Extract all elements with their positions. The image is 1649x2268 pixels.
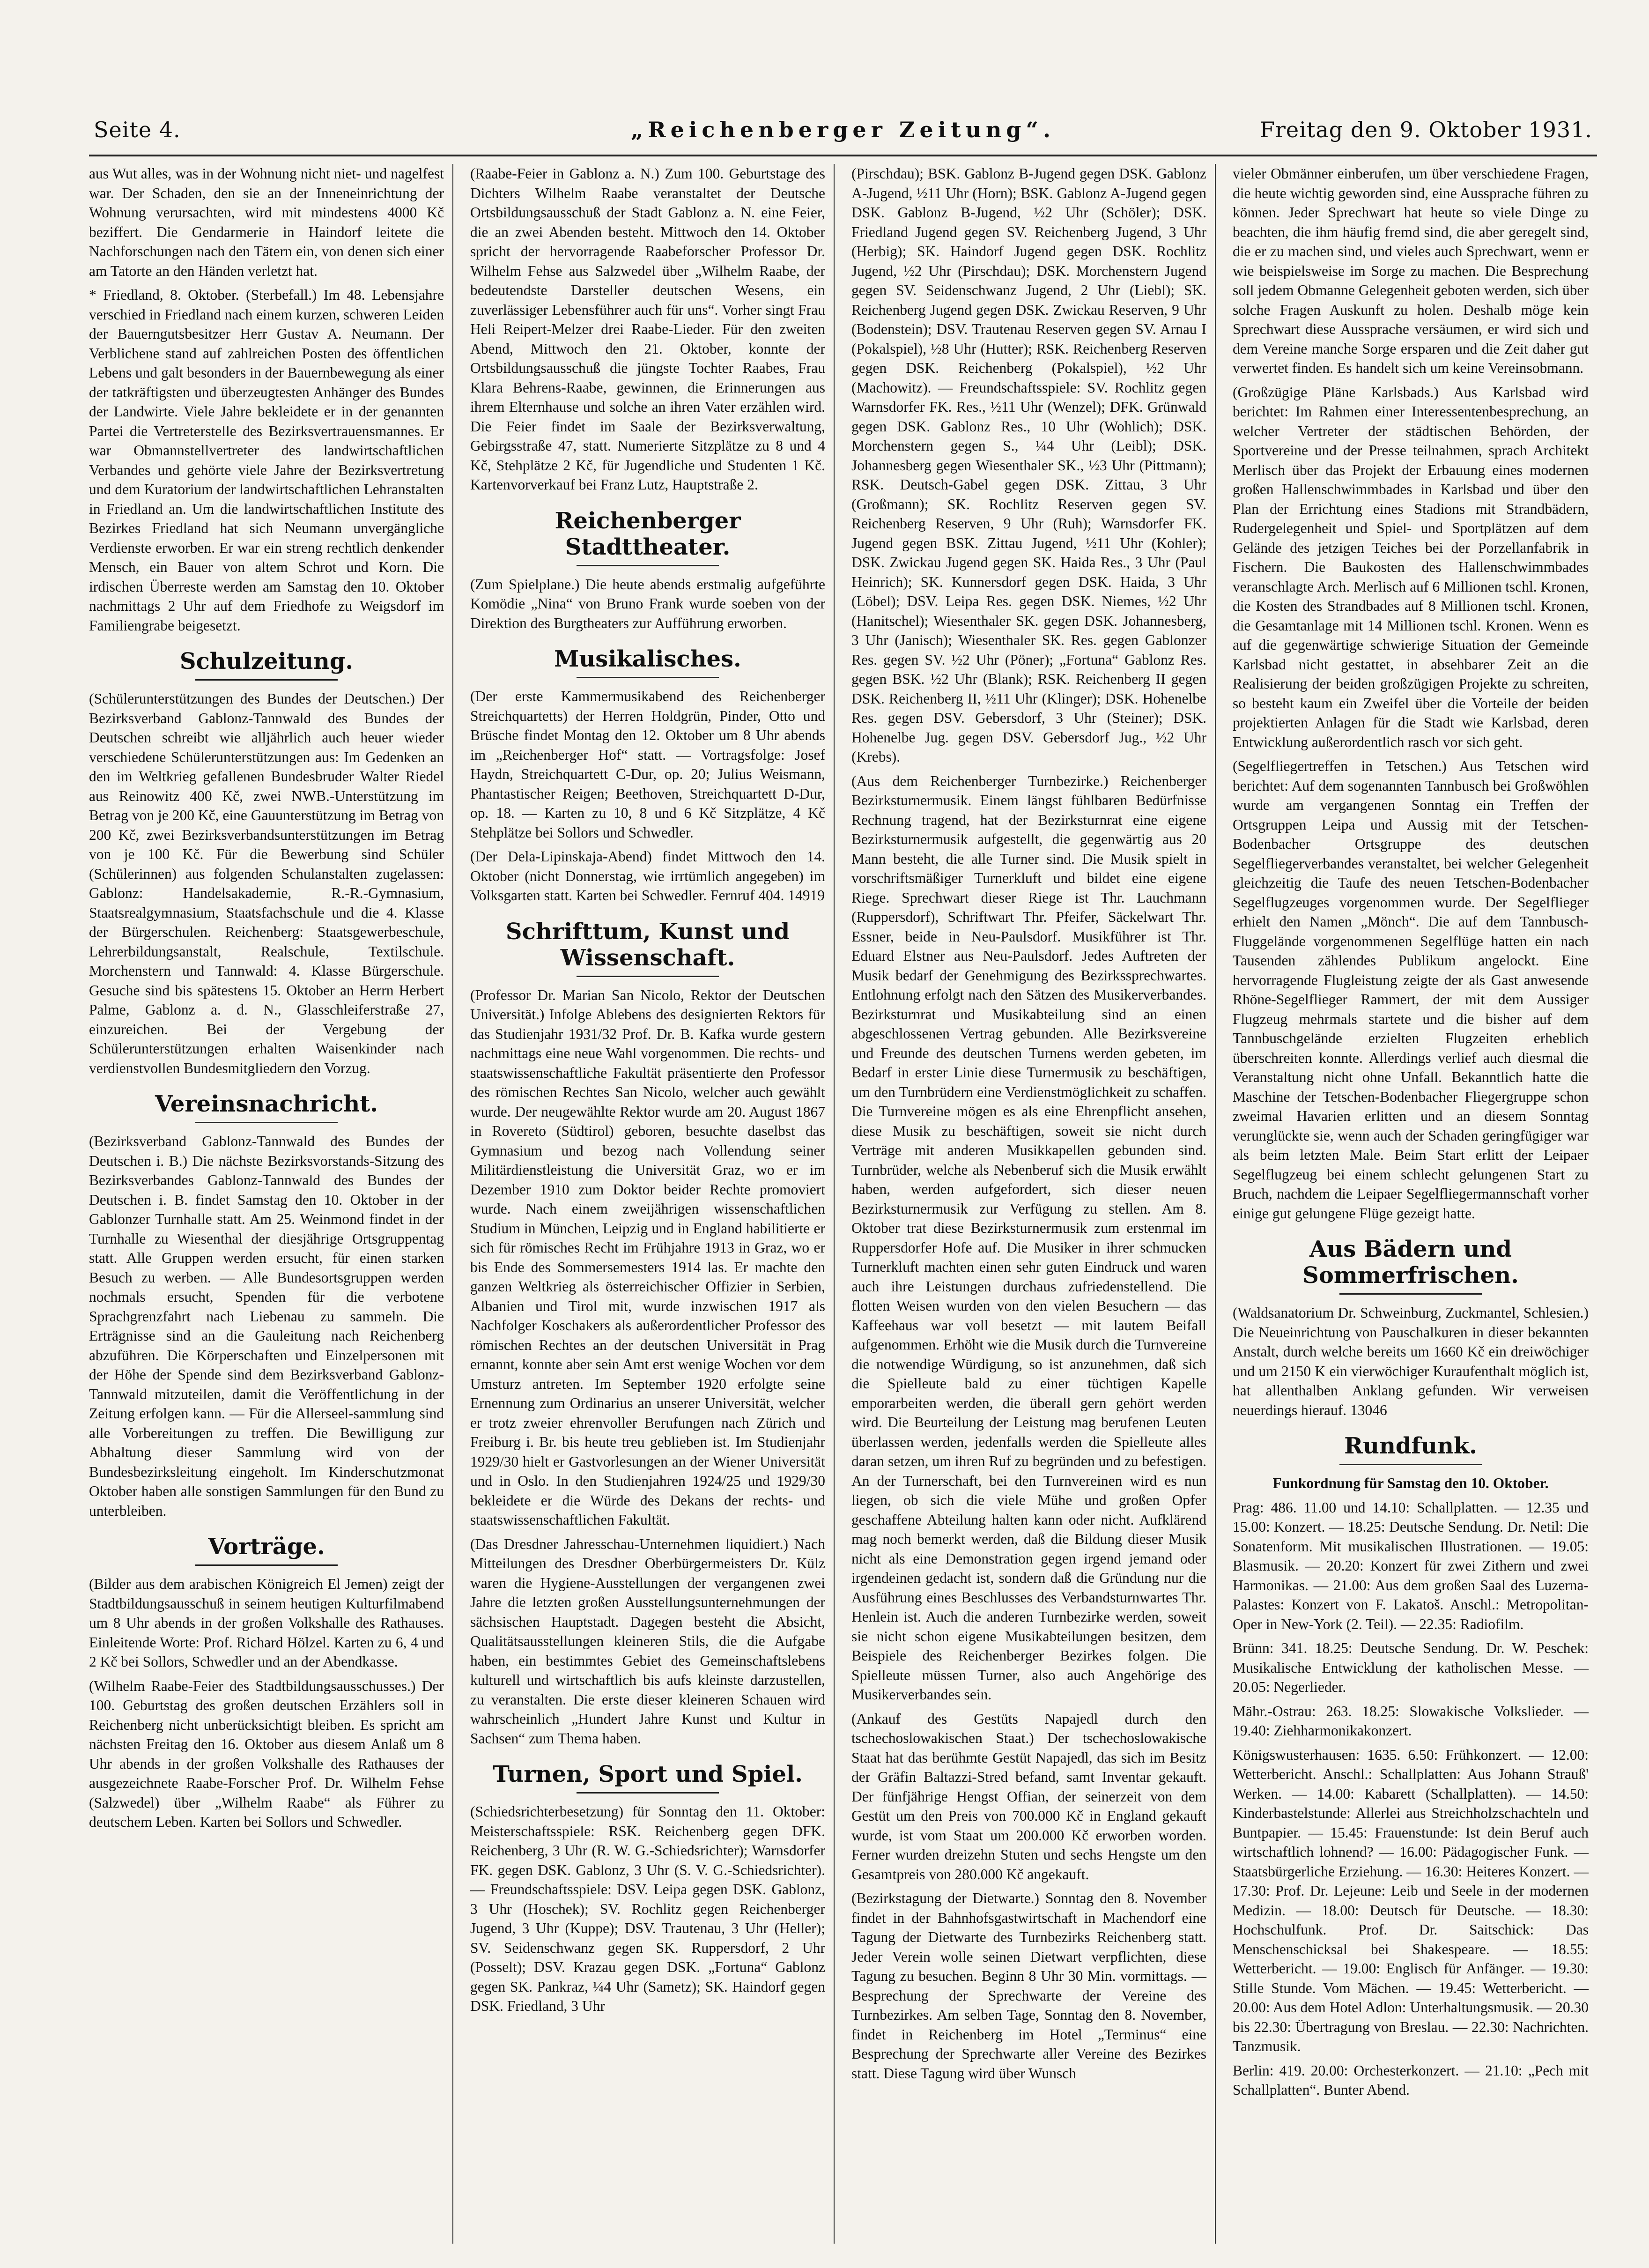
article-text: (Raabe-Feier in Gablonz a. N.) Zum 100. Geburtstage des Dichters Wilhelm Raabe veranstaltet der Deutsche Ortsbildungsausschuß der Stadt Gablonz a. N. eine Feier, die an zwei Abenden besteht. Mittwoch den 14. Oktober spricht der hervorragende Raabeforscher Professor Dr. Wilhelm Fehse aus Salzwedel über „Wilhelm Raabe, der bedeutendste Darsteller deutschen Wesens, ein zuverlässiger Lebensführer auch für uns“. Vorher singt Frau Heli Reipert-Melzer drei Raabe-Lieder. Für den zweiten Abend, Mittwoch den 21. Oktober, konnte der Ortsbildungsausschuß die jüngste Tochter Raabes, Frau Klara Behrens-Raabe, gewinnen, die Erinnerungen aus ihrem Elternhause und solche an ihren Vater erzählen wird. Die Feier findet im Saale der Bezirksverwaltung, Gebirgsstraße 47, statt. Numerierte Sitzplätze zu 8 und 4 Kč, Stehplätze 2 Kč, für Jugendliche und Studenten 1 Kč. Kartenvorverkauf bei Franz Lutz, Hauptstraße 2. (470, 165, 825, 493)
article-text: (Waldsanatorium Dr. Schweinburg, Zuckmantel, Schlesien.) Die Neueinrichtung von Pauschalkuren in dieser bekannten Anstalt, durch welche bereits um 1660 Kč ein dreiwöchiger und um 2150 K ein vierwöchiger Kuraufenthalt möglich ist, hat allenthalben Anklang gefunden. Wir verweisen neuerdings hierauf. 13046 (1233, 1304, 1589, 1418)
article-text: * Friedland, 8. Oktober. (Sterbefall.) Im 48. Lebensjahre verschied in Friedland nach einem kurzen, schweren Leiden der Bauerngutsbesitzer Herr Gustav A. Neumann. Der Verblichene stand auf zahlreichen Posten des öffentlichen Lebens und galt besonders in der Bauernbewegung als einer der tatkräftigsten und überzeugtesten Anhänger des Bundes der Landwirte. Viele Jahre bekleidete er in der genannten Partei die Vertreterstelle des Bezirksvertrauensmannes. Er war Obmannstellvertreter des landwirtschaftlichen Verbandes und gehörte viele Jahre der Bezirksvertretung und dem Kuratorium der landwirtschaftlichen Lehranstalten in Friedland an. Um die landwirtschaftlichen Institute des Bezirkes Friedland hat sich Neumann unvergängliche Verdienste erworben. Er war ein streng rechtlich denkender Mensch, ein Bauer von altem Schrot und Korn. Die irdischen Überreste werden am Samstag den 10. Oktober nachmittags 2 Uhr auf dem Friedhofe zu Weigsdorf im Familiengrabe beigesetzt. (89, 287, 444, 634)
article-text: (Schiedsrichterbesetzung) für Sonntag den 11. Oktober: Meisterschaftsspiele: RSK. Reichenberg gegen DFK. Reichenberg, 3 Uhr (R. W. G.-Schiedsrichter); Warnsdorfer FK. gegen DSK. Gablonz, 3 Uhr (S. V. G.-Schiedsrichter). — Freundschaftsspiele: DSV. Leipa gegen DSK. Gablonz, 3 Uhr (Hoschek); SV. Rochlitz gegen Reichenberger Jugend, 3 Uhr (Kuppe); DSV. Trautenau, 3 Uhr (Heller); SV. Seidenschwanz gegen SK. Ruppersdorf, 2 Uhr (Posselt); DSV. Krazau gegen DSK. „Fortuna“ Gablonz gegen SK. Pankraz, ¼4 Uhr (Sametz); SK. Haindorf gegen DSK. Friedland, 3 Uhr (470, 1803, 825, 2014)
article-text: (Der Dela-Lipinskaja-Abend) findet Mittwoch den 14. Oktober (nicht Donnerstag, wie irrtümlich angegeben) im Volksgarten statt. Karten bei Schwedler. Fernruf 404. 14919 (470, 848, 825, 904)
article-text: (Aus dem Reichenberger Turnbezirke.) Reichenberger Bezirksturnermusik. Einem längst fühlbaren Bedürfnisse Rechnung tragend, hat der Bezirksturnrat eine eigene Bezirksturnermusik aufgestellt, die gegenwärtig aus 20 Mann besteht, die alle Turner sind. Die Musik spielt in vorschriftsmäßiger Turnerkluft und bildet eine eigene Riege. Sprechwart dieser Riege ist Thr. Lauchmann (Ruppersdorf), Schriftwart Thr. Pfeifer, Säckelwart Thr. Essner, beide in Neu-Paulsdorf. Musikführer ist Thr. Eduard Elstner aus Neu-Paulsdorf. Jedes Auftreten der Musik bedarf der Genehmigung des Bezirkssprechwartes. Entlohnung erfolgt nach den Sätzen des Musikerverbandes. Bezirksturnrat und Musikabteilung sind an einen abgeschlossenen Vertrag gebunden. Alle Bezirksvereine und Freunde des deutschen Turnens werden gebeten, im Bedarf in erster Linie diese Turnermusik zu beschäftigen, um den Turnbrüdern eine Verdienstmöglichkeit zu schaffen. Die Turnvereine mögen es als eine Ehrenpflicht ansehen, diese Musik zu beschäftigen, soweit sie nicht durch Verträge mit anderen Musikkapellen gebunden sind. Turnbrüder, welche als Nebenberuf sich die Musik erwählt haben, werden aufgefordert, sich dieser neuen Bezirksturnermusik zur Verfügung zu stellen. Am 8. Oktober trat diese Bezirksturnermusik zum erstenmal im Ruppersdorfer Hofe auf. Die Musiker in ihrer schmucken Turnerkluft machten einen sehr guten Eindruck und waren auch ihre Leistungen durchaus zufriedenstellend. Die flotten Weisen wurden von den vielen Besuchern — das Kaffeehaus war voll besetzt — mit lautem Beifall aufgenommen. Erhöht wie die Musik durch die Turnvereine die notwendige Würdigung, so ist anzunehmen, daß sich die Spielleute bald zu einer tüchtigen Kapelle emporarbeiten werden, die überall gern gehört werden wird. Die Beurteilung der Leistung mag berufenen Leuten überlassen werden, jedenfalls werden die Spielleute alles daran setzen, um ihren Ruf zu begründen und zu befestigen. An der Turnerschaft, bei den Turnvereinen wird es nun liegen, ob sich die viele Mühe und großen Opfer geschaffene Abteilung halten kann oder nicht. Aufklärend mag noch bemerkt werden, daß die Bildung dieser Musik nicht als eine Demonstration gegen irgend jemand oder irgendeinen gedacht ist, sondern daß die Gründung nur die Ausführung eines Beschlusses des Verbandsturnwartes Thr. Henlein ist. Auch die anderen Turnbezirke werden, soweit sie nicht schon eigene Musikabteilungen besitzen, dem Beispiele des Reichenberger Bezirkes folgen. Die Spielleute müssen Turner, also auch Angehörige des Musikerverbandes sein. (851, 772, 1206, 1703)
section-heading: Vorträge. (89, 1534, 444, 1566)
section-heading: Reichenberger Stadttheater. (470, 508, 825, 566)
section-heading: Schulzeitung. (89, 648, 444, 681)
section-heading: Rundfunk. (1233, 1433, 1589, 1465)
radio-station-prag: Prag: 486. 11.00 und 14.10: Schallplatten. — 12.35 und 15.00: Konzert. — 18.25: Deutsche Sendung. Dr. Netil: Die Sonatenform. Mit musikalischen Illustrationen. — 19.05: Blasmusik. — 20.20: Konzert für zwei Zithern und zwei Harmonikas. — 21.00: Aus dem großen Saal des Luzerna-Palastes: Konzert von F. Lakatoš. Anschl.: Metropolitan-Oper in New-York (2. Teil). — 22.35: Radiofilm. (1233, 1499, 1589, 1632)
article-text: (Das Dresdner Jahresschau-Unternehmen liquidiert.) Nach Mitteilungen des Dresdner Oberbürgermeisters Dr. Külz waren die Hygiene-Ausstellungen der vergangenen zwei Jahre die letzten großen Ausstellungsunternehmungen der sächsischen Hauptstadt. Dagegen besteht die Absicht, Qualitätsausstellungen kleineren Stils, die die Aufgabe haben, ein bestimmtes Gebiet des Gemeinschaftslebens kulturell und wirtschaftlich bis aufs kleinste darzustellen, zu veranstalten. Die erste dieser kleineren Schauen wird wahrscheinlich „Hundert Jahre Kunst und Kultur in Sachsen“ zum Thema haben. (470, 1535, 825, 1747)
article-text: (Großzügige Pläne Karlsbads.) Aus Karlsbad wird berichtet: Im Rahmen einer Interessentenbesprechung, an welcher Vertreter der städtischen Behörden, der Sportvereine und der Presse teilnahmen, sprach Architekt Merlisch über das Projekt der Erbauung eines modernen großen Hallenschwimmbades in Karlsbad und über den Plan der Errichtung eines Stadions mit Strandbädern, Rudergelegenheit und Spiel- und Sportplätzen auf dem Gelände des jetzigen Teiches bei der Porzellanfabrik in Fischern. Die Baukosten des Hallenschwimmbades veranschlagte Arch. Merlisch auf 6 Millionen tschl. Kronen, die Kosten des Strandbades auf 8 Millionen tschl. Kronen, die Gesamtanlage mit 14 Millionen tschl. Kronen. Wenn es auf die gegenwärtige schwierige Situation der Gemeinde Karlsbad nicht gestattet, in absehbarer Zeit an die Realisierung der beiden großzügigen Projekte zu schreiten, so besteht kaum ein Zweifel über die Vorteile der beiden projektierten Anlagen für die Stadt wie Karlsbad, deren Entwicklung außerordentlich rasch vor sich geht. (1233, 384, 1589, 750)
newspaper-title: „Reichenberger Zeitung“. (630, 117, 1056, 142)
article-text: (Wilhelm Raabe-Feier des Stadtbildungsausschusses.) Der 100. Geburtstag des großen deutschen Erzählers soll in Reichenberg nicht unberücksichtigt bleiben. Es spricht am nächsten Freitag den 16. Oktober aus diesem Anlaß um 8 Uhr abends in der großen Volkshalle des Rathauses der ausgezeichnete Raabe-Forscher Prof. Dr. Wilhelm Fehse (Salzwedel) über „Wilhelm Raabe“ als Führer zu deutschem Leben. Karten bei Sollors und Schwedler. (89, 1677, 444, 1830)
radio-station-berlin: Berlin: 419. 20.00: Orchesterkonzert. — 21.10: „Pech mit Schallplatten“. Bunter Abend. (1233, 2062, 1589, 2098)
article-text: (Pirschdau); BSK. Gablonz B-Jugend gegen DSK. Gablonz A-Jugend, ½11 Uhr (Horn); BSK. Gablonz A-Jugend gegen DSK. Gablonz B-Jugend, ½2 Uhr (Schöler); DSK. Friedland Jugend gegen SV. Reichenberg Jugend, 3 Uhr (Herbig); SK. Haindorf Jugend gegen DSK. Rochlitz Jugend, ½2 Uhr (Pirschdau); DSK. Morchenstern Jugend gegen SV. Seidenschwanz Jugend, 2 Uhr (Liebl); SK. Reichenberg Jugend gegen DSK. Zwickau Reserven, 9 Uhr (Bodenstein); DSV. Trautenau Reserven gegen SV. Arnau I (Pokalspiel), ½8 Uhr (Hutter); RSK. Reichenberg Reserven gegen DSK. Reichenberg (Pokalspiel), ½2 Uhr (Machowitz). — Freundschaftsspiele: SV. Rochlitz gegen Warnsdorfer FK. Res., ½11 Uhr (Wenzel); DFK. Grünwald gegen DSK. Gablonz Res., 10 Uhr (Wohlich); DSK. Morchenstern gegen S., ¼4 Uhr (Leibl); DSK. Johannesberg gegen Wiesenthaler SK., ½3 Uhr (Pittmann); RSK. Deutsch-Gabel gegen DSK. Zittau, 3 Uhr (Großmann); SK. Rochlitz Reserven gegen SV. Reichenberg Reserven, 9 Uhr (Ruh); Warnsdorfer FK. Jugend gegen BSK. Zittau Jugend, ½11 Uhr (Kohler); DSK. Zwickau Jugend gegen SK. Haida Res., 3 Uhr (Paul Heinrich); SK. Kunnersdorf gegen DSK. Haida, 3 Uhr (Löbel); DSV. Leipa Res. gegen DSK. Niemes, ½2 Uhr (Hanitschel); Wiesenthaler SK. gegen DSK. Johannesberg, 3 Uhr (Janisch); Wiesenthaler SK. Res. gegen Gablonzer Res. gegen SV. ½2 Uhr (Pöner); „Fortuna“ Gablonz Res. gegen BSK. ½2 Uhr (Blank); RSK. Reichenberg II gegen DSK. Reichenberg II, ½11 Uhr (Klinger); DSK. Hohenelbe Res. gegen DSV. Gebersdorf, 3 Uhr (Steiner); DSK. Hohenelbe Jug. gegen DSV. Gebersdorf Jug., ½2 Uhr (Krebs). (851, 165, 1206, 765)
article-text: (Bezirksverband Gablonz-Tannwald des Bundes der Deutschen i. B.) Die nächste Bezirksvorstands-Sitzung des Bezirksverbandes Gablonz-Tannwald des Bundes der Deutschen i. B. findet Samstag den 10. Oktober in der Gablonzer Turnhalle statt. Am 25. Weinmond findet in der Turnhalle zu Wiesenthal der diesjährige Ortsgruppentag statt. Alle Gruppen werden ersucht, für einen starken Besuch zu werben. — Alle Bundesortsgruppen werden nochmals ersucht, Spenden für die verbotene Sprachgrenzfahrt nach Liebenau zu sammeln. Die Erträgnisse sind an die Gauleitung nach Reichenberg abzuführen. Die Körperschaften und Einzelpersonen mit der Höhe der Spende sind dem Bezirksverband Gablonz-Tannwald mitzuteilen, damit die Veröffentlichung in der Zeitung erfolgen kann. — Für die Allerseel-sammlung sind alle Vorbereitungen zu treffen. Die Bewilligung zur Abhaltung dieser Sammlung wird von der Bundesbezirksleitung eingeholt. Im Kinderschutzmonat Oktober haben alle sonstigen Sammlungen für den Bund zu unterbleiben. (89, 1133, 444, 1519)
column-2 (470, 164, 835, 2244)
page-header (94, 117, 1592, 150)
header-rule (89, 155, 1597, 156)
column-4 (1233, 164, 1597, 2244)
article-columns (89, 164, 1597, 2244)
section-heading: Musikalisches. (470, 646, 825, 678)
column-1 (89, 164, 453, 2244)
article-text: vieler Obmänner einberufen, um über verschiedene Fragen, die heute wichtig geworden sind, eine Aussprache führen zu können. Jeder Sprechwart hat heute so viele Dinge zu beachten, die ihm häufig fremd sind, die aber geregelt sind, die er zu machen sind, und vieles auch Sprechwart, wenn er wie beispielsweise im Sorge zu machen. Die Besprechung soll jedem Obmanne Gelegenheit geboten werden, sich über solche Fragen Auskunft zu holen. Deshalb möge kein Sprechwart diese Aussprache versäumen, er wird sich und dem Vereine manche Sorge ersparen und die Zeit daher gut verwertet finden. Es handelt sich um keine Vereinsobmann. (1233, 165, 1589, 376)
radio-station-koenigswusterhausen: Königswusterhausen: 1635. 6.50: Frühkonzert. — 12.00: Wetterbericht. Anschl.: Schallplatten: Aus Johann Strauß' Werken. — 14.00: Kabarett (Schallplatten). — 14.50: Kinderbastelstunde: Allerlei aus Streichholzschachteln und Buntpapier. — 15.45: Frauenstunde: Ist dein Beruf auch wirtschaftlich lohnend? — 16.00: Pädagogischer Funk. — Staatsbürgerliche Erziehung. — 16.30: Heiteres Konzert. — 17.30: Prof. Dr. Lejeune: Leib und Seele in der modernen Medizin. — 18.00: Deutsch für Deutsche. — 18.30: Hochschulfunk. Prof. Dr. Saitschick: Das Menschenschicksal bei Shakespeare. — 18.55: Wetterbericht. — 19.00: Englisch für Anfänger. — 19.30: Stille Stunde. Vom Mächen. — 19.45: Wetterbericht. — 20.00: Aus dem Hotel Adlon: Unterhaltungsmusik. — 20.30 bis 22.30: Übertragung von Breslau. — 22.30: Nachrichten. Tanzmusik. (1233, 1746, 1589, 2054)
section-heading: Aus Bädern und Sommerfrischen. (1233, 1236, 1589, 1295)
article-text: aus Wut alles, was in der Wohnung nicht niet- und nagelfest war. Der Schaden, den sie an der Inneneinrichtung der Wohnung verursachten, wird mit mindestens 4000 Kč beziffert. Die Gendarmerie in Haindorf leitete die Nachforschungen nach den Tätern ein, von denen sich einer am Tatorte an den Händen verletzt hat. (89, 165, 444, 279)
article-text: (Schülerunterstützungen des Bundes der Deutschen.) Der Bezirksverband Gablonz-Tannwald des Bundes der Deutschen schreibt wie alljährlich auch heuer wieder verschiedene Schülerunterstützungen aus: Im Gedenken an den im Weltkrieg gefallenen Bundesbruder Walter Riedel aus Reinowitz 400 Kč, zwei NWB.-Unterstützung im Betrag von je 200 Kč, eine Gauunterstützung im Betrag von 200 Kč, zwei Bezirksverbandsunterstützungen im Betrag von je 100 Kč. Für die Bewerbung sind Schüler (Schülerinnen) aus folgenden Schulanstalten zugelassen: Gablonz: Handelsakademie, R.-R.-Gymnasium, Staatsrealgymnasium, Staatsfachschule und die 4. Klasse der Bürgerschulen. Reichenberg: Staatsgewerbeschule, Lehrerbildungsanstalt, Realschule, Textilschule. Morchenstern und Tannwald: 4. Klasse Bürgerschule. Gesuche sind bis spätestens 15. Oktober an Herrn Herbert Palme, Gablonz a. d. N., Glasschleiferstraße 27, einzureichen. Bei der Vergebung der Schülerunterstützungen erhalten Waisenkinder nach verdienstvollen Bundesmitgliedern den Vorzug. (89, 690, 444, 1076)
article-text: (Bezirkstagung der Dietwarte.) Sonntag den 8. November findet in der Bahnhofsgastwirtschaft in Machendorf eine Tagung der Dietwarte des Turnbezirks Reichenberg statt. Jeder Verein wolle seinen Dietwart verpflichten, diese Tagung zu besuchen. Beginn 8 Uhr 30 Min. vormittags. — Besprechung der Sprechwarte der Vereine des Turnbezirkes. Am selben Tage, Sonntag den 8. November, findet in Reichenberg im Hotel „Terminus“ eine Besprechung der Sprechwarte aller Vereine des Bezirkes statt. Diese Tagung wird über Wunsch (851, 1890, 1206, 2082)
section-heading: Turnen, Sport und Spiel. (470, 1761, 825, 1794)
article-text: (Professor Dr. Marian San Nicolo, Rektor der Deutschen Universität.) Infolge Ablebens des designierten Rektors für das Studienjahr 1931/32 Prof. Dr. B. Kafka wurde gestern nachmittags eine neue Wahl vorgenommen. Die rechts- und staatswissenschaftliche Fakultät präsentierte den Professor des römischen Rechtes San Nicolo, welcher auch gewählt wurde. Der neugewählte Rektor wurde am 20. August 1867 in Rovereto (Südtirol) geboren, besuchte daselbst das Gymnasium und bezog nach Vollendung seiner Militärdienstleistung die Universität Graz, wo er im Dezember 1910 zum Doktor beider Rechte promoviert wurde. Nach einem zweijährigen wissenschaftlichen Studium in München, Leipzig und in England habilitierte er sich für römisches Recht im Frühjahre 1913 in Graz, wo er bis Ende des Sommersemesters 1914 las. Er machte den ganzen Weltkrieg als österreichischer Offizier in Serbien, Albanien und Tirol mit, wurde inzwischen 1917 als Nachfolger Koschakers als außerordentlicher Professor des römischen Rechtes an der deutschen Universität in Prag ernannt, konnte aber sein Amt erst wenige Wochen vor dem Umsturz antreten. Im September 1920 erfolgte seine Ernennung zum Ordinarius an unserer Universität, welcher er trotz zweier ehrenvoller Berufungen nach Zürich und Freiburg i. Br. bis heute treu geblieben ist. Im Studienjahr 1929/30 hielt er Gastvorlesungen an der Wiener Universität und in Oslo. In den Studienjahren 1924/25 und 1929/30 bekleidete er die Würde des Dekans der rechts- und staatswissenschaftlichen Fakultät. (470, 986, 825, 1528)
radio-station-ostrau: Mähr.-Ostrau: 263. 18.25: Slowakische Volkslieder. — 19.40: Ziehharmonikakonzert. (1233, 1703, 1589, 1739)
page-number: Seite 4. (94, 117, 181, 142)
section-heading: Vereinsnachricht. (89, 1091, 444, 1123)
radio-station-bruenn: Brünn: 341. 18.25: Deutsche Sendung. Dr. W. Peschek: Musikalische Entwicklung der katholischen Messe. — 20.05: Negerlieder. (1233, 1640, 1589, 1695)
article-text: (Bilder aus dem arabischen Königreich El Jemen) zeigt der Stadtbildungsausschuß in seinem heutigen Kulturfilmabend um 8 Uhr abends in der großen Volkshalle des Rathauses. Einleitende Worte: Prof. Richard Hölzel. Karten zu 6, 4 und 2 Kč bei Sollors, Schwedler und an der Abendkasse. (89, 1576, 444, 1670)
issue-date: Freitag den 9. Oktober 1931. (1260, 117, 1592, 142)
article-text: (Der erste Kammermusikabend des Reichenberger Streichquartetts) der Herren Holdgrün, Pinder, Otto und Brüsche findet Montag den 12. Oktober um 8 Uhr abends im „Reichenberger Hof“ statt. — Vortragsfolge: Josef Haydn, Streichquartett C-Dur, op. 20; Julius Weismann, Phantastischer Reigen; Beethoven, Streichquartett D-Dur, op. 18. — Karten zu 10, 8 und 6 Kč Sitzplätze, 4 Kč Stehplätze bei Sollors und Schwedler. (470, 688, 825, 841)
article-text: (Ankauf des Gestüts Napajedl durch den tschechoslowakischen Staat.) Der tschechoslowakische Staat hat das berühmte Gestüt Napajedl, das sich im Besitz der Gräfin Baltazzi-Stred befand, samt Inventar gekauft. Der fünfjährige Hengst Offian, der seinerzeit von dem Gestüt um den Preis von 700.000 Kč in England gekauft wurde, ist vom Staat um 200.000 Kč erworben worden. Ferner wurden dreizehn Stuten und sechs Hengste um den Gesamtpreis von 280.000 Kč angekauft. (851, 1710, 1206, 1883)
article-text: (Zum Spielplane.) Die heute abends erstmalig aufgeführte Komödie „Nina“ von Bruno Frank wurde soeben von der Direktion des Burgtheaters zur Aufführung erworben. (470, 576, 825, 631)
radio-schedule-heading: Funkordnung für Samstag den 10. Oktober. (1272, 1475, 1549, 1491)
column-3 (851, 164, 1216, 2244)
article-text: (Segelfliegertreffen in Tetschen.) Aus Tetschen wird berichtet: Auf dem sogenannten Tannbusch bei Großwöhlen wurde am vergangenen Sonntag ein Treffen der Ortsgruppen Leipa und Aussig mit der Tetschen-Bodenbacher Ortsgruppe des deutschen Segelfliegerverbandes veranstaltet, bei welcher Gelegenheit gleichzeitig die Taufe des neuen Tetschen-Bodenbacher Segelflugzeuges vorgenommen wurde. Der Segelflieger erhielt den Namen „Mönch“. Die auf dem Tannbusch-Fluggelände vorgenommenen Segelflüge hatten ein nach Tausenden zählendes Publikum angelockt. Eine hervorragende Flugleistung zeigte der als Gast anwesende Rhöne-Segelflieger Rammert, der mit dem Aussiger Flugzeug mehrmals startete und die bisher auf dem Tannbuschgelände erzielten Flugzeiten erheblich überschreiten konnte. Allerdings verlief auch diesmal die Veranstaltung nicht ohne Unfall. Bekanntlich hatte die Maschine der Tetschen-Bodenbacher Fliegergruppe schon zweimal Havarien erlitten und an diesem Sonntag verunglückte sie, wenn auch der Schaden geringfügiger war als beim letzten Male. Beim Start erlitt der Leipaer Segelflugzeug bei einem schlecht gelungenen Start zu Bruch, nachdem die Leipaer Segelfliegermannschaft vorher einige gut gelungene Flüge gezeigt hatte. (1233, 758, 1589, 1222)
section-heading: Schrifttum, Kunst und Wissenschaft. (470, 919, 825, 977)
